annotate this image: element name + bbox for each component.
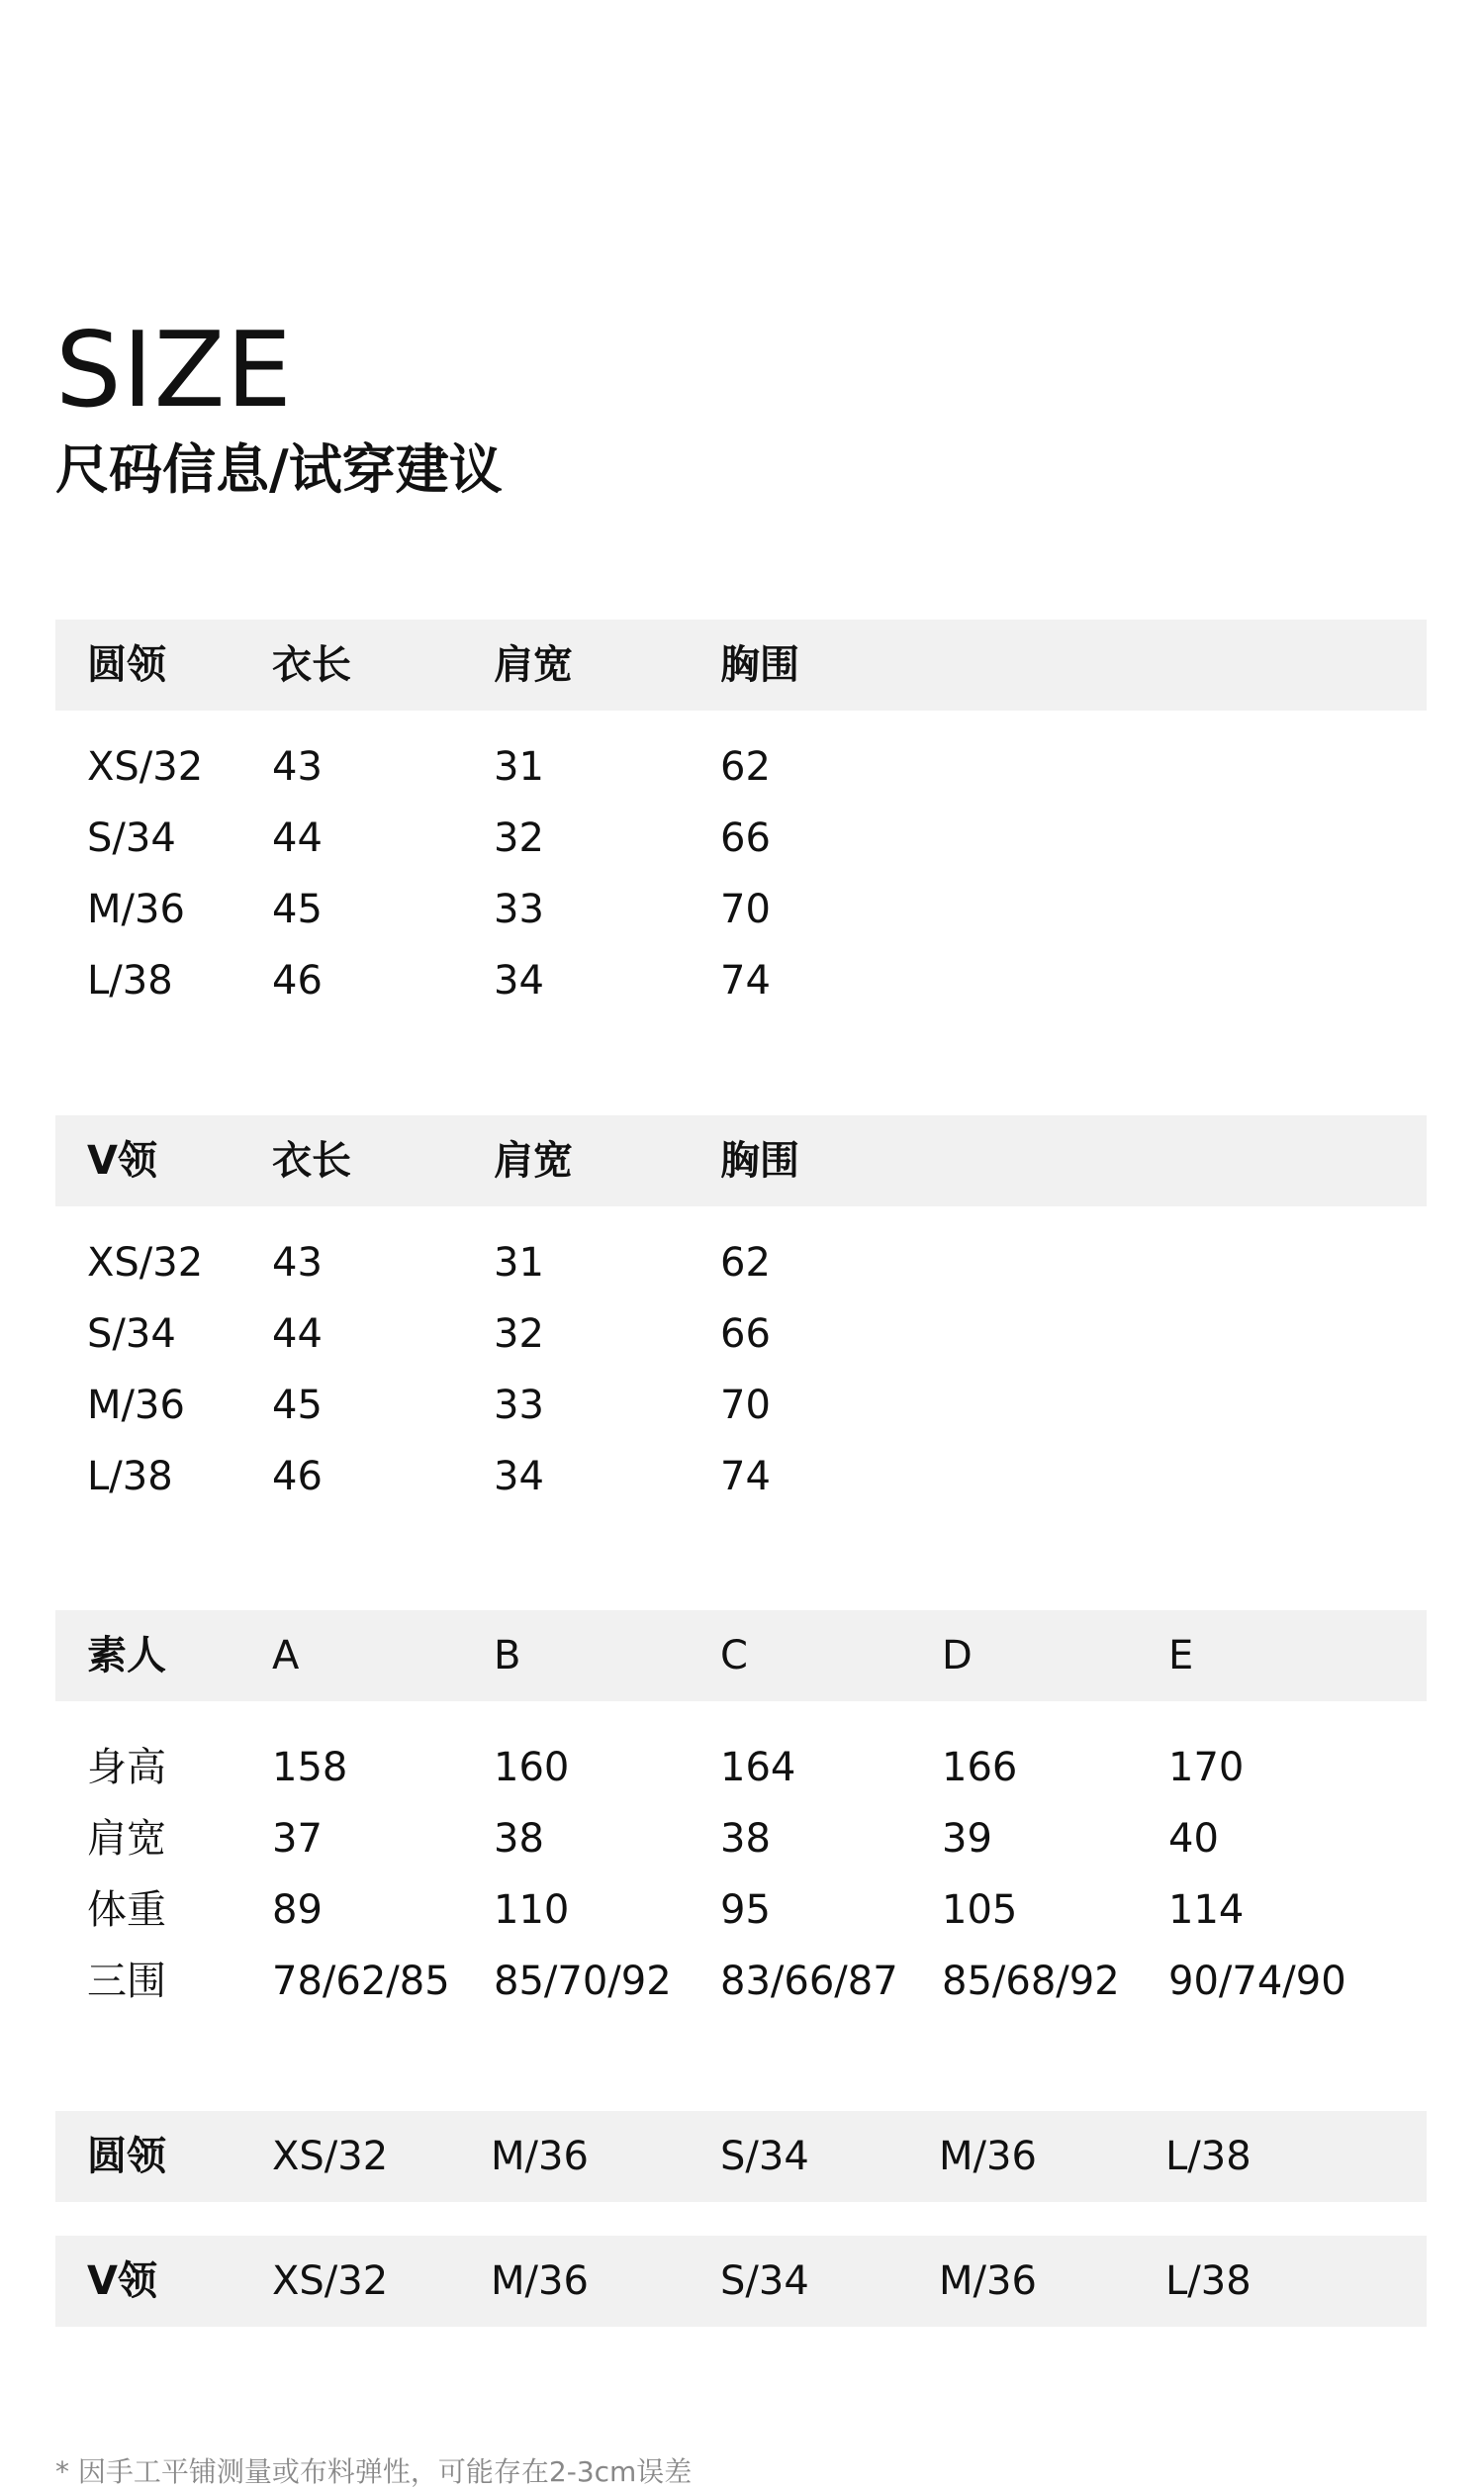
header-chest: 胸围 [720, 1138, 799, 1184]
models-header-row [55, 1610, 1427, 1701]
shoulder-cell: 32 [494, 1311, 544, 1357]
table-row [55, 815, 1427, 890]
model-d-cell: 85/68/92 [942, 1959, 1120, 2004]
table-row [55, 1454, 1427, 1528]
model-a-cell: 158 [272, 1745, 348, 1790]
header-chest: 胸围 [720, 642, 799, 688]
table-row [55, 1816, 1427, 1890]
page-title: SIZE [55, 310, 293, 431]
chest-cell: 70 [720, 887, 771, 932]
fit-model-a: XS/32 [272, 2134, 389, 2179]
table-row [55, 1745, 1427, 1819]
size-cell: L/38 [87, 958, 173, 1004]
table-row [55, 1887, 1427, 1962]
chest-cell: 74 [720, 958, 771, 1004]
model-e-cell: 90/74/90 [1168, 1959, 1346, 2004]
model-d-cell: 105 [942, 1887, 1018, 1933]
fit-v-neck-label: V领 [87, 2258, 157, 2304]
table-row [55, 958, 1427, 1032]
model-b-cell: 160 [494, 1745, 570, 1790]
fit-round-neck-label: 圆领 [87, 2134, 166, 2179]
chest-cell: 66 [720, 815, 771, 861]
row-label: 肩宽 [87, 1816, 166, 1862]
model-e-cell: 170 [1168, 1745, 1245, 1790]
fit-model-e: L/38 [1165, 2134, 1252, 2179]
model-e-cell: 40 [1168, 1816, 1219, 1862]
header-length: 衣长 [272, 1138, 351, 1184]
model-d-header: D [942, 1633, 973, 1678]
shoulder-cell: 34 [494, 958, 544, 1004]
fit-model-a: XS/32 [272, 2258, 389, 2304]
fit-v-neck-row [55, 2236, 1427, 2327]
shoulder-cell: 31 [494, 744, 544, 790]
fit-model-b: M/36 [491, 2134, 589, 2179]
model-b-cell: 110 [494, 1887, 570, 1933]
row-label: 身高 [87, 1745, 166, 1790]
table-row [55, 1311, 1427, 1386]
model-c-cell: 164 [720, 1745, 796, 1790]
model-c-cell: 95 [720, 1887, 771, 1933]
table-row [55, 1240, 1427, 1314]
shoulder-cell: 31 [494, 1240, 544, 1286]
v-neck-header-label: V领 [87, 1138, 157, 1184]
length-cell: 45 [272, 1383, 323, 1428]
fit-model-d: M/36 [939, 2134, 1037, 2179]
size-cell: L/38 [87, 1454, 173, 1499]
fit-model-d: M/36 [939, 2258, 1037, 2304]
length-cell: 45 [272, 887, 323, 932]
header-shoulder: 肩宽 [494, 642, 573, 688]
length-cell: 43 [272, 744, 323, 790]
shoulder-cell: 33 [494, 887, 544, 932]
round-neck-header-label: 圆领 [87, 642, 166, 688]
fit-round-neck-row [55, 2111, 1427, 2202]
model-d-cell: 166 [942, 1745, 1018, 1790]
model-e-cell: 114 [1168, 1887, 1245, 1933]
page-subtitle: 尺码信息/试穿建议 [55, 438, 503, 501]
model-e-header: E [1168, 1633, 1194, 1678]
chest-cell: 74 [720, 1454, 771, 1499]
model-c-header: C [720, 1633, 748, 1678]
chest-cell: 62 [720, 1240, 771, 1286]
shoulder-cell: 32 [494, 815, 544, 861]
size-cell: S/34 [87, 1311, 176, 1357]
fit-model-c: S/34 [720, 2134, 809, 2179]
model-a-cell: 89 [272, 1887, 323, 1933]
length-cell: 44 [272, 1311, 323, 1357]
model-a-cell: 78/62/85 [272, 1959, 450, 2004]
header-shoulder: 肩宽 [494, 1138, 573, 1184]
size-cell: XS/32 [87, 744, 204, 790]
table-row [55, 1959, 1427, 2033]
model-c-cell: 83/66/87 [720, 1959, 898, 2004]
size-cell: M/36 [87, 887, 185, 932]
length-cell: 46 [272, 958, 323, 1004]
model-d-cell: 39 [942, 1816, 992, 1862]
model-a-header: A [272, 1633, 300, 1678]
length-cell: 46 [272, 1454, 323, 1499]
model-b-cell: 85/70/92 [494, 1959, 672, 2004]
models-header-label: 素人 [87, 1633, 166, 1678]
fit-model-c: S/34 [720, 2258, 809, 2304]
model-a-cell: 37 [272, 1816, 323, 1862]
chest-cell: 66 [720, 1311, 771, 1357]
table-row [55, 1383, 1427, 1457]
table-row [55, 744, 1427, 818]
size-cell: XS/32 [87, 1240, 204, 1286]
chest-cell: 62 [720, 744, 771, 790]
fit-model-b: M/36 [491, 2258, 589, 2304]
shoulder-cell: 34 [494, 1454, 544, 1499]
chest-cell: 70 [720, 1383, 771, 1428]
table-row [55, 887, 1427, 961]
measurement-footnote: * 因手工平铺测量或布料弹性，可能存在2-3cm误差 [55, 2455, 693, 2488]
size-cell: M/36 [87, 1383, 185, 1428]
size-cell: S/34 [87, 815, 176, 861]
fit-model-e: L/38 [1165, 2258, 1252, 2304]
length-cell: 44 [272, 815, 323, 861]
row-label: 三围 [87, 1959, 166, 2004]
length-cell: 43 [272, 1240, 323, 1286]
round-neck-header-row [55, 620, 1427, 711]
header-length: 衣长 [272, 642, 351, 688]
row-label: 体重 [87, 1887, 166, 1933]
model-b-header: B [494, 1633, 521, 1678]
model-b-cell: 38 [494, 1816, 544, 1862]
v-neck-header-row [55, 1115, 1427, 1206]
model-c-cell: 38 [720, 1816, 771, 1862]
shoulder-cell: 33 [494, 1383, 544, 1428]
